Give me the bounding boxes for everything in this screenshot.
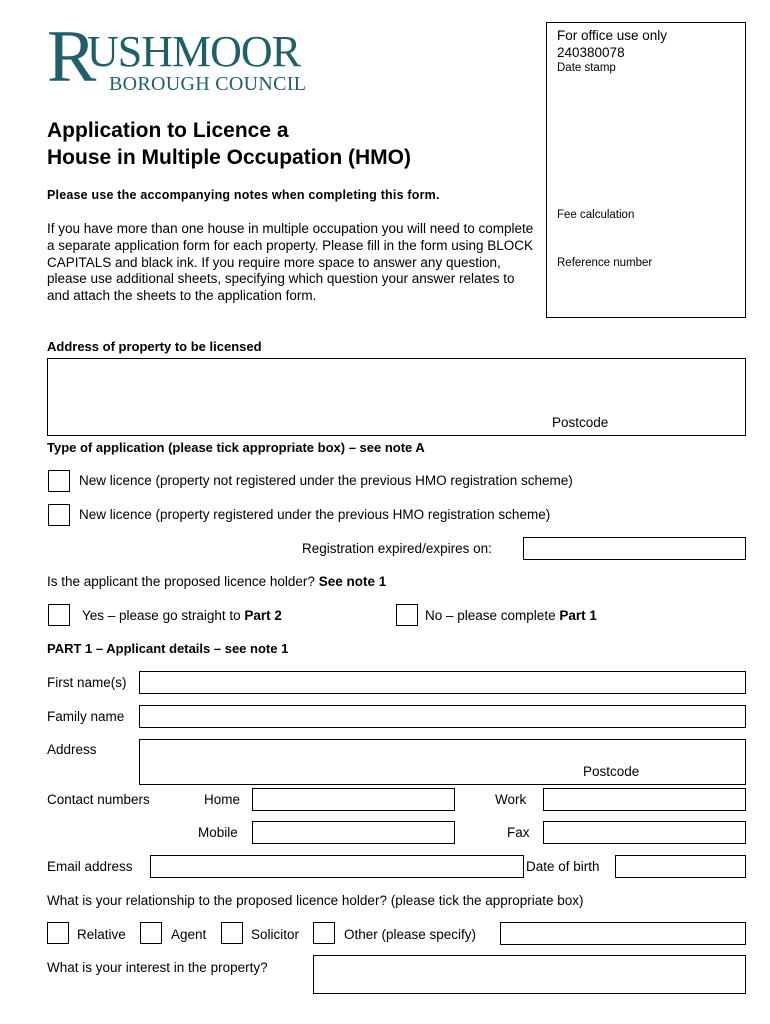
mobile-phone-input[interactable]	[252, 821, 455, 844]
dob-input[interactable]	[615, 855, 746, 878]
agent-label: Agent	[171, 927, 207, 942]
yes-applicant-text: Yes – please go straight to	[82, 608, 241, 623]
page-title-line1: Application to Licence a	[47, 119, 289, 142]
applicant-address-label: Address	[47, 742, 97, 757]
family-name-input[interactable]	[139, 705, 746, 728]
notes-instruction: Please use the accompanying notes when completing this form.	[47, 188, 440, 202]
relative-checkbox[interactable]	[47, 922, 69, 944]
office-ref-number: 240380078	[557, 45, 625, 60]
yes-applicant-part: Part 2	[244, 608, 282, 623]
interest-input[interactable]	[313, 955, 746, 994]
applicant-address-input[interactable]	[139, 739, 746, 785]
application-type-label: Type of application (please tick appropriate box) – see note A	[47, 440, 425, 455]
property-postcode-label: Postcode	[552, 415, 609, 430]
first-names-label: First name(s)	[47, 675, 127, 690]
work-phone-input[interactable]	[543, 788, 746, 811]
work-phone-label: Work	[495, 792, 527, 807]
agent-checkbox[interactable]	[140, 922, 162, 944]
property-address-label: Address of property to be licensed	[47, 339, 262, 354]
other-specify-input[interactable]	[500, 922, 746, 945]
family-name-label: Family name	[47, 709, 125, 724]
new-licence-registered-checkbox[interactable]	[48, 504, 70, 526]
registration-expiry-input[interactable]	[523, 537, 746, 560]
property-address-input[interactable]	[47, 358, 746, 436]
fax-label: Fax	[507, 825, 530, 840]
yes-applicant-label	[82, 608, 282, 623]
email-input[interactable]	[150, 855, 524, 878]
other-label: Other (please specify)	[344, 927, 477, 942]
page-title	[47, 117, 411, 171]
no-applicant-part: Part 1	[559, 608, 597, 623]
applicant-postcode-label: Postcode	[583, 764, 640, 779]
applicant-holder-question	[47, 574, 386, 589]
page-title-line2: House in Multiple Occupation (HMO)	[47, 146, 411, 169]
dob-label: Date of birth	[526, 859, 600, 874]
council-logo	[47, 16, 367, 100]
first-names-input[interactable]	[139, 671, 746, 694]
other-checkbox[interactable]	[313, 922, 335, 944]
logo-subtitle: BOROUGH COUNCIL	[109, 73, 307, 95]
date-stamp-label: Date stamp	[557, 62, 616, 74]
intro-paragraph: If you have more than one house in multiple occupation you will need to complete a separate application form for each property. Please fill in the form using BLOCK CAPITALS and black ink. If you require more space to answer any question, please use additional sheets, specifying which question your answer relates to and attach the sheets to the application form.	[47, 221, 534, 304]
no-applicant-checkbox[interactable]	[396, 604, 418, 626]
home-phone-label: Home	[204, 792, 241, 807]
yes-applicant-checkbox[interactable]	[48, 604, 70, 626]
logo-initial: R	[47, 16, 97, 98]
mobile-phone-label: Mobile	[198, 825, 238, 840]
fee-calculation-label: Fee calculation	[557, 209, 635, 221]
contact-numbers-label: Contact numbers	[47, 792, 150, 807]
office-use-title: For office use only	[557, 28, 668, 43]
solicitor-checkbox[interactable]	[221, 922, 243, 944]
logo-name: USHMOOR	[87, 27, 301, 76]
new-licence-not-registered-checkbox[interactable]	[48, 470, 70, 492]
solicitor-label: Solicitor	[251, 927, 300, 942]
no-applicant-text: No – please complete	[425, 608, 556, 623]
part1-title: PART 1 – Applicant details – see note 1	[47, 641, 289, 656]
applicant-holder-question-note: See note 1	[318, 574, 387, 589]
reference-number-label: Reference number	[557, 257, 653, 269]
new-licence-registered-label: New licence (property registered under the previous HMO registration scheme)	[79, 507, 551, 522]
relative-label: Relative	[77, 927, 126, 942]
email-label: Email address	[47, 859, 133, 874]
new-licence-not-registered-label: New licence (property not registered under the previous HMO registration scheme)	[79, 473, 573, 488]
interest-question: What is your interest in the property?	[47, 960, 268, 975]
office-use-box	[546, 22, 746, 318]
registration-expiry-label: Registration expired/expires on:	[302, 541, 492, 556]
fax-input[interactable]	[543, 821, 746, 844]
home-phone-input[interactable]	[252, 788, 455, 811]
applicant-holder-question-text: Is the applicant the proposed licence holder?	[47, 574, 315, 589]
no-applicant-label	[425, 608, 597, 623]
relationship-question: What is your relationship to the proposed licence holder? (please tick the appropriate box)	[47, 893, 584, 908]
